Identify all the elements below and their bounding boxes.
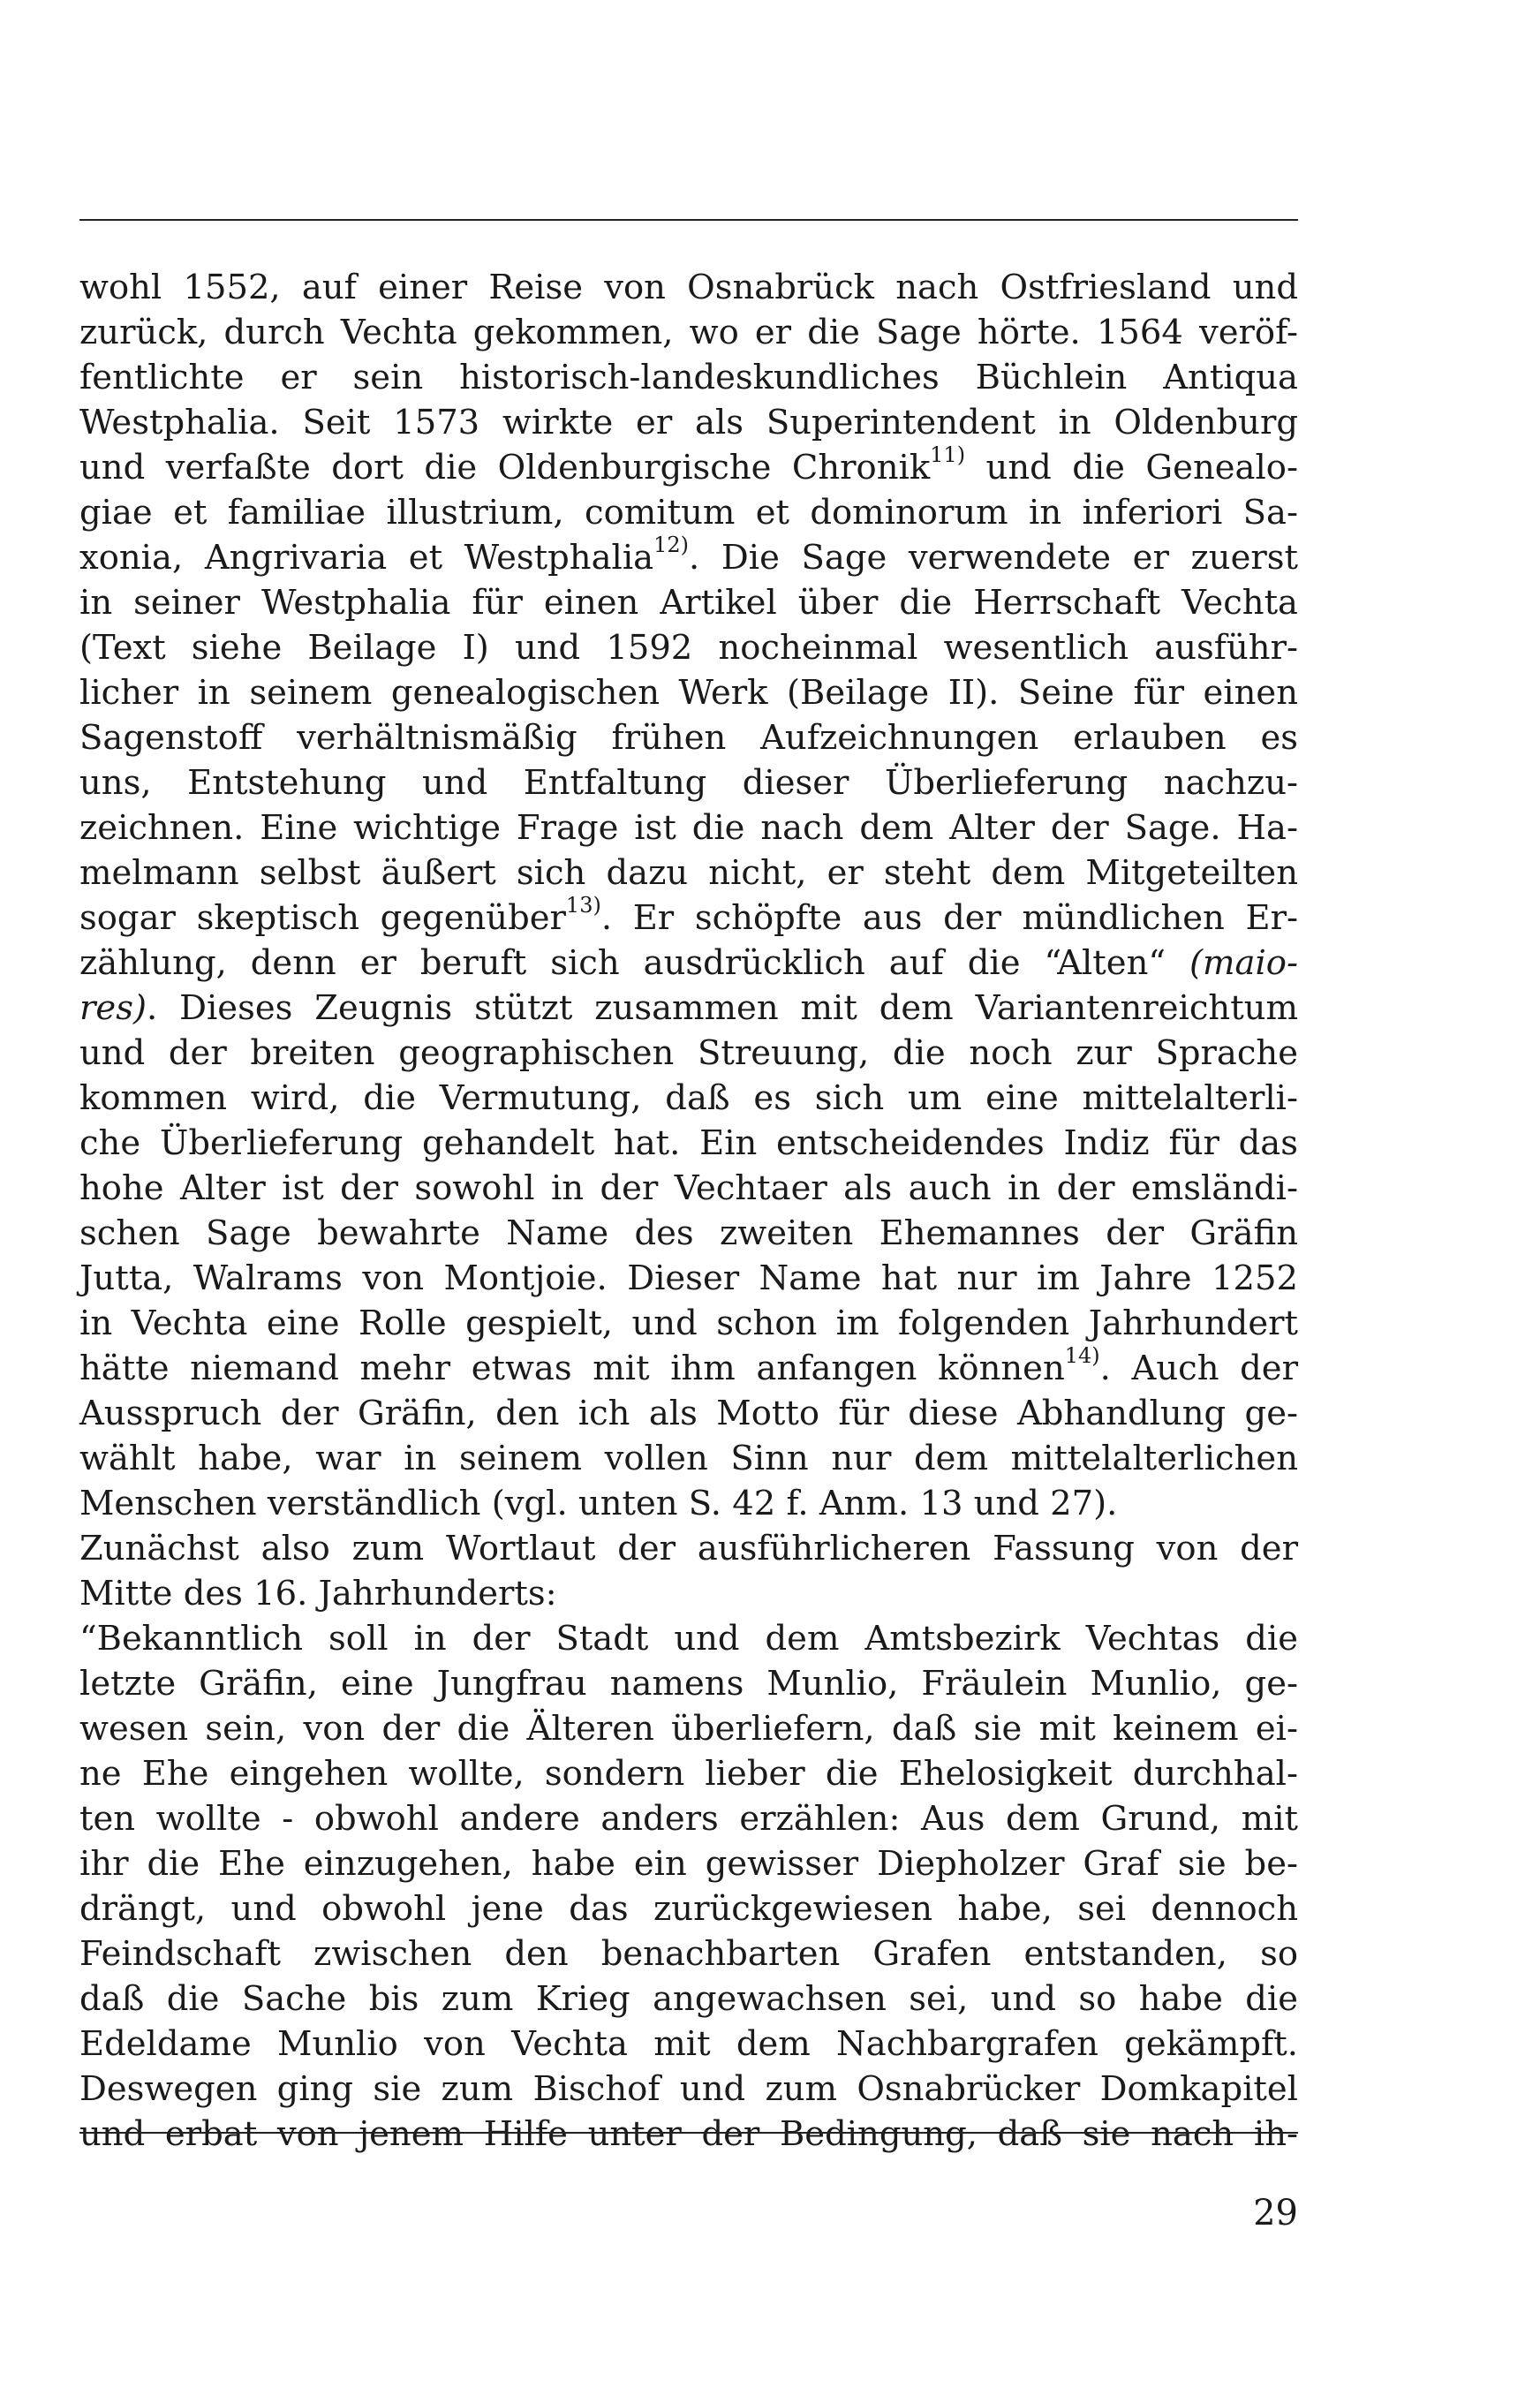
body-text: [79, 265, 1298, 2157]
text-line: Ausspruch der Gräfin, den ich als Motto für diese Abhandlung ge-: [79, 1394, 1298, 1433]
text-line: kommen wird, die Vermutung, daß es sich um eine mittelalterli-: [79, 1078, 1298, 1118]
text-line: licher in seinem genealogischen Werk (Beilage II). Seine für einen: [79, 673, 1298, 713]
text-line: Edeldame Munlio von Vechta mit dem Nachbargrafen gekämpft.: [79, 2024, 1298, 2064]
footnote-ref: 12): [653, 532, 690, 557]
text-line: zurück, durch Vechta gekommen, wo er die Sage hörte. 1564 veröf-: [79, 313, 1298, 352]
text-line: zählung, denn er beruft sich ausdrücklich auf die “Alten“ (maio-: [79, 943, 1298, 983]
footnote-ref: 11): [930, 442, 966, 467]
text-line: Sagenstoff verhältnismäßig frühen Aufzeichnungen erlauben es: [79, 718, 1298, 758]
text-line: wohl 1552, auf einer Reise von Osnabrück nach Ostfriesland und: [79, 268, 1298, 307]
text-line: fentlichte er sein historisch-landeskundliches Büchlein Antiqua: [79, 358, 1298, 397]
text-line: Feindschaft zwischen den benachbarten Grafen entstanden, so: [79, 1934, 1298, 1974]
footnote-ref: 14): [1064, 1342, 1100, 1368]
text-line: wesen sein, von der die Älteren überliefern, daß sie mit keinem ei-: [79, 1709, 1298, 1749]
text-line: melmann selbst äußert sich dazu nicht, er steht dem Mitgeteilten: [79, 853, 1298, 893]
text-line: wählt habe, war in seinem vollen Sinn nur dem mittelalterlichen: [79, 1439, 1298, 1478]
text-line: schen Sage bewahrte Name des zweiten Ehemannes der Gräfin: [79, 1213, 1298, 1253]
text-line: Mitte des 16. Jahrhunderts:: [79, 1574, 557, 1613]
text-line: ne Ehe eingehen wollte, sondern lieber die Ehelosigkeit durchhal-: [79, 1754, 1298, 1794]
text-line: giae et familiae illustrium, comitum et dominorum in inferiori Sa-: [79, 493, 1298, 533]
text-line: Zunächst also zum Wortlaut der ausführlicheren Fassung von der: [79, 1529, 1298, 1568]
text-line: drängt, und obwohl jene das zurückgewiesen habe, sei dennoch: [79, 1889, 1298, 1929]
text-line: hätte niemand mehr etwas mit ihm anfangen können$^{14)}$. Auch der: [79, 1342, 1298, 1388]
text-line: (Text siehe Beilage I) und 1592 nocheinmal wesentlich ausführ-: [79, 628, 1298, 668]
text-line: in Vechta eine Rolle gespielt, und schon im folgenden Jahrhundert: [79, 1304, 1298, 1343]
text-line: Menschen verständlich (vgl. unten S. 42 f. Anm. 13 und 27).: [79, 1484, 1118, 1523]
text-line: hohe Alter ist der sowohl in der Vechtaer als auch in der emsländi-: [79, 1168, 1298, 1208]
bottom-rule: [79, 2132, 1298, 2134]
text-line: und der breiten geographischen Streuung, die noch zur Sprache: [79, 1033, 1298, 1073]
top-rule: [79, 219, 1298, 221]
text-line: Deswegen ging sie zum Bischof und zum Osnabrücker Domkapitel: [79, 2069, 1298, 2109]
text-line: daß die Sache bis zum Krieg angewachsen sei, und so habe die: [79, 1979, 1298, 2019]
text-line: xonia, Angrivaria et Westphalia$^{12)}$. Die Sage verwendete er zuerst: [79, 532, 1298, 578]
text-line: letzte Gräfin, eine Jungfrau namens Munlio, Fräulein Munlio, ge-: [79, 1664, 1298, 1704]
text-line: Westphalia. Seit 1573 wirkte er als Superintendent in Oldenburg: [79, 403, 1298, 442]
text-line: res). Dieses Zeugnis stützt zusammen mit dem Variantenreichtum: [79, 988, 1298, 1028]
text-line: in seiner Westphalia für einen Artikel über die Herrschaft Vechta: [79, 583, 1298, 623]
text-line: zeichnen. Eine wichtige Frage ist die nach dem Alter der Sage. Ha-: [79, 808, 1298, 848]
text-line: ten wollte - obwohl andere anders erzählen: Aus dem Grund, mit: [79, 1799, 1298, 1839]
text-line: ihr die Ehe einzugehen, habe ein gewisser Diepholzer Graf sie be-: [79, 1844, 1298, 1884]
page-number: 29: [1253, 2193, 1298, 2233]
footnote-ref: 13): [565, 892, 601, 918]
text-line: che Überlieferung gehandelt hat. Ein entscheidendes Indiz für das: [79, 1123, 1298, 1163]
text-line: und verfaßte dort die Oldenburgische Chronik$^{11)}$ und die Genealo-: [79, 442, 1298, 487]
text-line: und erbat von jenem Hilfe unter der Bedingung, daß sie nach ih-: [79, 2114, 1298, 2154]
text-line: sogar skeptisch gegenüber$^{13)}$. Er schöpfte aus der mündlichen Er-: [79, 892, 1298, 938]
text-line: “Bekanntlich soll in der Stadt und dem Amtsbezirk Vechtas die: [79, 1619, 1298, 1659]
text-line: uns, Entstehung und Entfaltung dieser Überlieferung nachzu-: [79, 763, 1298, 803]
text-line: Jutta, Walrams von Montjoie. Dieser Name hat nur im Jahre 1252: [79, 1258, 1298, 1298]
